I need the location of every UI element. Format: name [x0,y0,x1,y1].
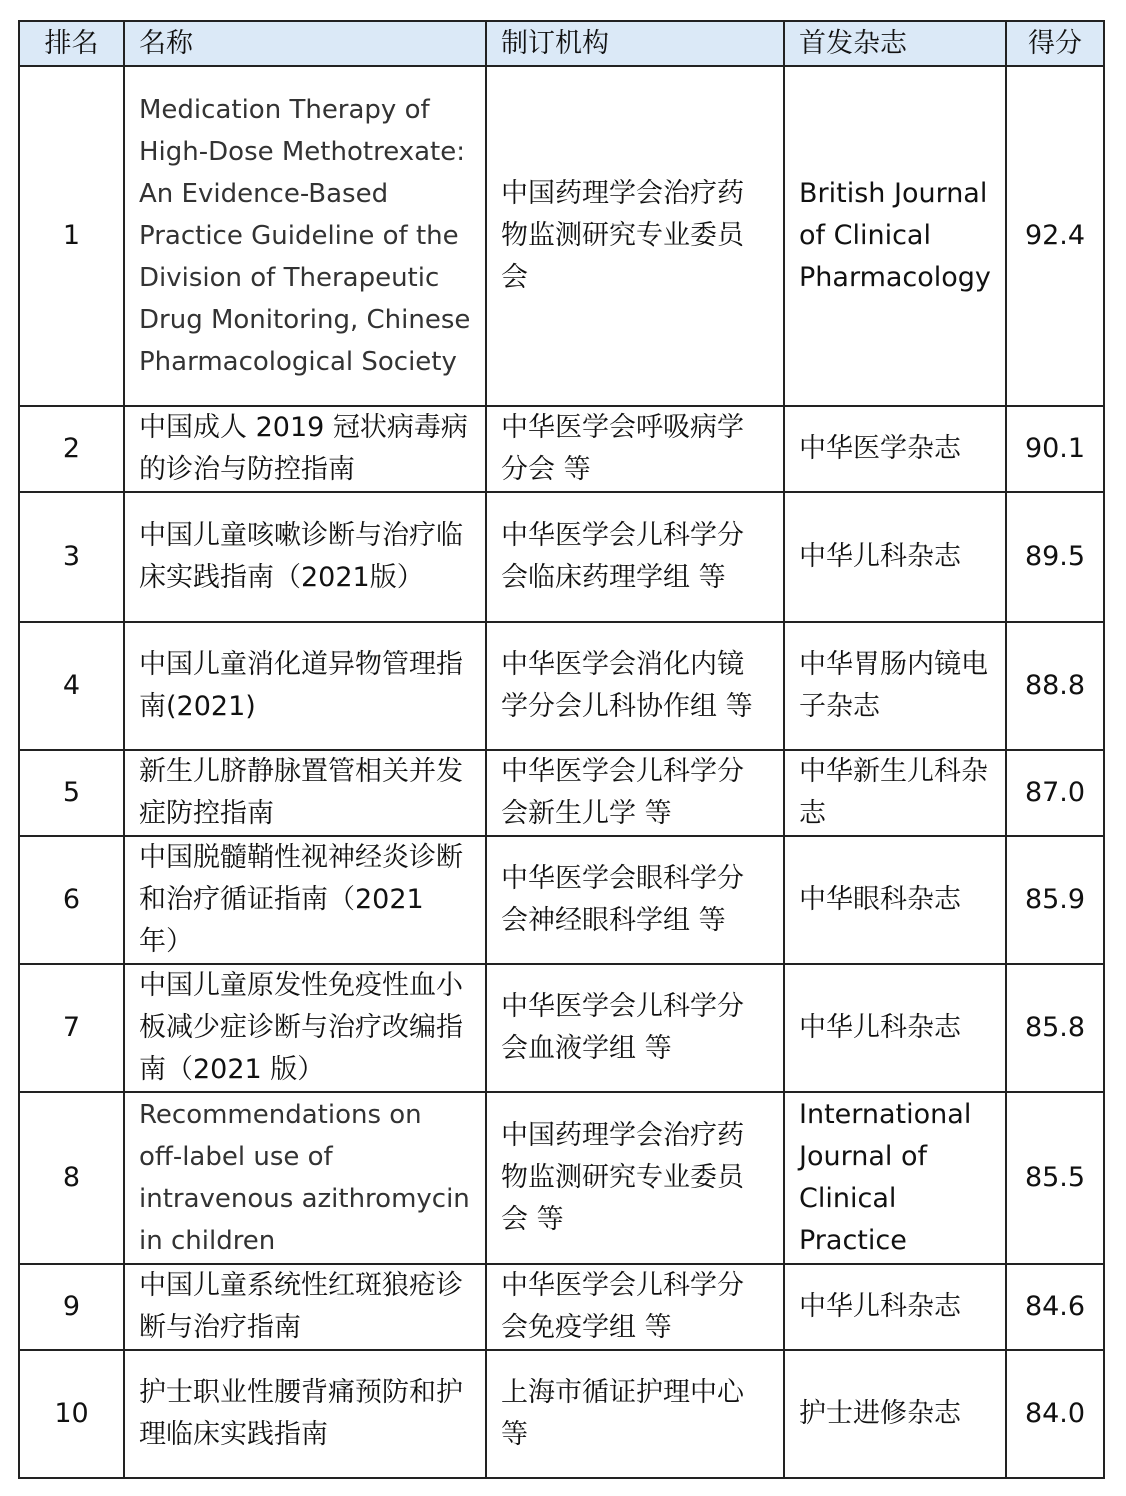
name-cell: 中国儿童咳嗽诊断与治疗临床实践指南（2021版） [124,492,486,622]
name-cell: Recommendations on off-label use of intravenous azithromycin in children [124,1092,486,1264]
org-cell: 中华医学会呼吸病学分会 等 [486,406,784,492]
score-cell: 85.8 [1006,964,1104,1092]
org-cell: 上海市循证护理中心 等 [486,1350,784,1478]
journal-cell: 中华儿科杂志 [784,1264,1006,1350]
rank-cell: 9 [19,1264,124,1350]
table-row [19,406,1104,492]
journal-cell: 中华儿科杂志 [784,964,1006,1092]
org-cell: 中国药理学会治疗药物监测研究专业委员会 等 [486,1092,784,1264]
name-cell: 中国儿童消化道异物管理指南(2021) [124,622,486,750]
org-cell: 中华医学会儿科学分会临床药理学组 等 [486,492,784,622]
header-org: 制订机构 [486,21,784,66]
table-row [19,1092,1104,1264]
rank-cell: 1 [19,66,124,406]
score-cell: 90.1 [1006,406,1104,492]
name-cell: 中国成人 2019 冠状病毒病的诊治与防控指南 [124,406,486,492]
score-cell: 88.8 [1006,622,1104,750]
guideline-ranking-table [18,20,1105,1479]
journal-cell: 中华胃肠内镜电子杂志 [784,622,1006,750]
header-rank: 排名 [19,21,124,66]
org-cell: 中国药理学会治疗药物监测研究专业委员会 [486,66,784,406]
name-cell: 中国儿童系统性红斑狼疮诊断与治疗指南 [124,1264,486,1350]
rank-cell: 5 [19,750,124,836]
journal-cell: British Journal of Clinical Pharmacology [784,66,1006,406]
score-cell: 85.9 [1006,836,1104,964]
table-row [19,750,1104,836]
table-header-row [19,21,1104,66]
journal-cell: International Journal of Clinical Practice [784,1092,1006,1264]
org-cell: 中华医学会儿科学分会新生儿学 等 [486,750,784,836]
table-row [19,1264,1104,1350]
table-row [19,836,1104,964]
name-cell: Medication Therapy of High-Dose Methotrexate: An Evidence-Based Practice Guideline of the Division of Therapeutic Drug Monitoring, Chinese Pharmacological Society [124,66,486,406]
rank-cell: 10 [19,1350,124,1478]
journal-cell: 中华儿科杂志 [784,492,1006,622]
rank-cell: 8 [19,1092,124,1264]
journal-cell: 中华医学杂志 [784,406,1006,492]
rank-cell: 4 [19,622,124,750]
header-journal: 首发杂志 [784,21,1006,66]
table-row [19,66,1104,406]
org-cell: 中华医学会眼科学分会神经眼科学组 等 [486,836,784,964]
table-row [19,964,1104,1092]
org-cell: 中华医学会消化内镜学分会儿科协作组 等 [486,622,784,750]
score-cell: 87.0 [1006,750,1104,836]
table-row [19,1350,1104,1478]
rank-cell: 3 [19,492,124,622]
rank-cell: 7 [19,964,124,1092]
journal-cell: 中华新生儿科杂志 [784,750,1006,836]
name-cell: 中国脱髓鞘性视神经炎诊断和治疗循证指南（2021 年） [124,836,486,964]
header-name: 名称 [124,21,486,66]
score-cell: 92.4 [1006,66,1104,406]
score-cell: 84.0 [1006,1350,1104,1478]
score-cell: 85.5 [1006,1092,1104,1264]
journal-cell: 护士进修杂志 [784,1350,1006,1478]
org-cell: 中华医学会儿科学分会血液学组 等 [486,964,784,1092]
table-row [19,492,1104,622]
score-cell: 84.6 [1006,1264,1104,1350]
name-cell: 新生儿脐静脉置管相关并发症防控指南 [124,750,486,836]
header-score: 得分 [1006,21,1104,66]
rank-cell: 2 [19,406,124,492]
rank-cell: 6 [19,836,124,964]
journal-cell: 中华眼科杂志 [784,836,1006,964]
score-cell: 89.5 [1006,492,1104,622]
table-row [19,622,1104,750]
org-cell: 中华医学会儿科学分会免疫学组 等 [486,1264,784,1350]
name-cell: 护士职业性腰背痛预防和护理临床实践指南 [124,1350,486,1478]
name-cell: 中国儿童原发性免疫性血小板减少症诊断与治疗改编指南（2021 版） [124,964,486,1092]
